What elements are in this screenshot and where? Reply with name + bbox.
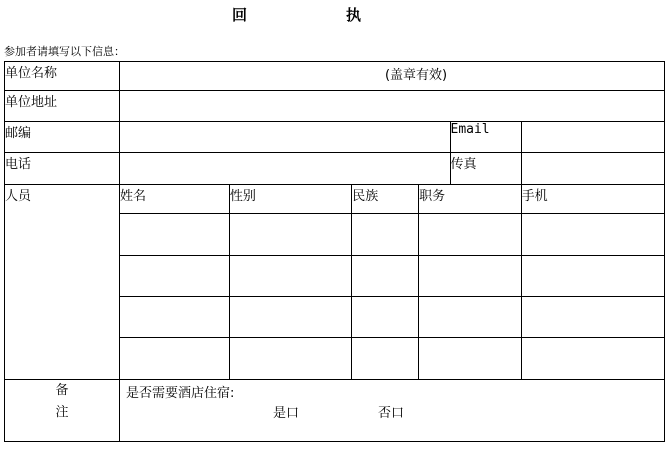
form-title [0,4,670,26]
fax-label: 传真 [450,153,521,184]
fax-field[interactable] [521,153,664,184]
col-ethnicity-header: 民族 [352,184,419,213]
name-cell[interactable] [120,213,230,255]
email-label: Email [450,122,521,153]
position-cell[interactable] [419,297,521,338]
remarks-field [120,379,665,441]
gender-cell[interactable] [229,297,351,338]
name-cell[interactable] [120,255,230,296]
personnel-label: 人员 [5,184,120,379]
mobile-cell[interactable] [521,338,664,379]
title-char-2: 执 [346,6,362,24]
registration-form-table [4,61,665,442]
row-personnel-header [5,184,665,213]
unit-name-field[interactable] [120,62,665,91]
postcode-label: 邮编 [5,122,120,153]
remarks-label [5,379,120,441]
mobile-cell[interactable] [521,213,664,255]
col-mobile-header: 手机 [521,184,664,213]
ethnicity-cell[interactable] [352,255,419,296]
row-unit-name [5,62,665,91]
title-char-1: 回 [232,6,248,24]
row-unit-address [5,91,665,122]
row-postcode-email [5,122,665,153]
mobile-cell[interactable] [521,297,664,338]
postcode-field[interactable] [120,122,450,153]
position-cell[interactable] [419,213,521,255]
position-cell[interactable] [419,338,521,379]
phone-field[interactable] [120,153,450,184]
name-cell[interactable] [120,297,230,338]
mobile-cell[interactable] [521,255,664,296]
row-phone-fax [5,153,665,184]
ethnicity-cell[interactable] [352,213,419,255]
intro-text: 参加者请填写以下信息： [4,45,125,58]
email-field[interactable] [521,122,664,153]
gender-cell[interactable] [229,255,351,296]
gender-cell[interactable] [229,213,351,255]
unit-address-field[interactable] [120,91,665,122]
hotel-question: 是否需要酒店住宿: [126,385,235,401]
remarks-label-char-2: 注 [55,404,69,420]
hotel-no-checkbox[interactable]: 否口 [378,405,405,421]
col-position-header: 职务 [419,184,521,213]
hotel-yes-checkbox[interactable]: 是口 [273,405,300,421]
ethnicity-cell[interactable] [352,338,419,379]
position-cell[interactable] [419,255,521,296]
name-cell[interactable] [120,338,230,379]
phone-label: 电话 [5,153,120,184]
row-remarks [5,379,665,441]
remarks-label-char-1: 备 [55,382,69,398]
unit-name-stamp-note: (盖章有效) [384,68,448,83]
col-gender-header: 性别 [229,184,351,213]
ethnicity-cell[interactable] [352,297,419,338]
unit-address-label: 单位地址 [5,91,120,122]
gender-cell[interactable] [229,338,351,379]
unit-name-label: 单位名称 [5,62,120,91]
col-name-header: 姓名 [120,184,230,213]
